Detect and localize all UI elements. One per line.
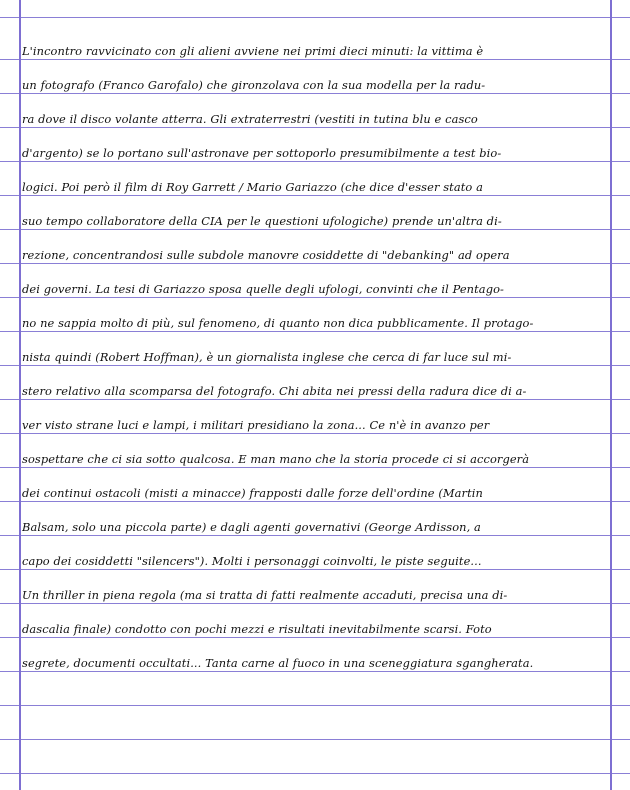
text-line-11: stero relativo alla scomparsa del fotografo. Chi abita nei pressi della radura dice di a- (22, 384, 527, 398)
left-margin-line (19, 0, 21, 790)
text-line-7: rezione, concentrandosi sulle subdole manovre cosiddette di "debanking" ad opera (22, 248, 510, 262)
text-line-18: dascalia finale) condotto con pochi mezzi e risultati inevitabilmente scarsi. Foto (22, 622, 492, 636)
text-line-6: suo tempo collaboratore della CIA per le questioni ufologiche) prende un'altra di- (22, 214, 502, 228)
text-line-14: dei continui ostacoli (misti a minacce) frapposti dalle forze dell'ordine (Martin (22, 486, 483, 500)
text-line-19: segrete, documenti occultati... Tanta carne al fuoco in una sceneggiatura sgangherata. (22, 656, 534, 670)
text-line-13: sospettare che ci sia sotto qualcosa. E man mano che la storia procede ci si accorgerà (22, 452, 530, 466)
text-line-5: logici. Poi però il film di Roy Garrett / Mario Gariazzo (che dice d'esser stato a (22, 180, 483, 194)
text-line-9: no ne sappia molto di più, sul fenomeno, di quanto non dica pubblicamente. Il protago- (22, 316, 534, 330)
text-line-1: L'incontro ravvicinato con gli alieni avviene nei primi dieci minuti: la vittima è (22, 44, 484, 58)
text-line-15: Balsam, solo una piccola parte) e dagli agenti governativi (George Ardisson, a (22, 520, 481, 534)
text-line-17: Un thriller in piena regola (ma si tratta di fatti realmente accaduti, precisa una di- (22, 588, 508, 602)
text-line-10: nista quindi (Robert Hoffman), è un giornalista inglese che cerca di far luce sul mi- (22, 350, 512, 364)
text-line-12: ver visto strane luci e lampi, i militari presidiano la zona... Ce n'è in avanzo per (22, 418, 490, 432)
text-line-8: dei governi. La tesi di Gariazzo sposa quelle degli ufologi, convinti che il Pentago- (22, 282, 504, 296)
handwritten-text (22, 34, 612, 680)
text-line-3: ra dove il disco volante atterra. Gli extraterrestri (vestiti in tutina blu e casco (22, 112, 478, 126)
text-line-2: un fotografo (Franco Garofalo) che gironzolava con la sua modella per la radu- (22, 78, 486, 92)
text-line-16: capo dei cosiddetti "silencers"). Molti i personaggi coinvolti, le piste seguite... (22, 554, 482, 568)
text-line-4: d'argento) se lo portano sull'astronave per sottoporlo presumibilmente a test bio- (22, 146, 502, 160)
